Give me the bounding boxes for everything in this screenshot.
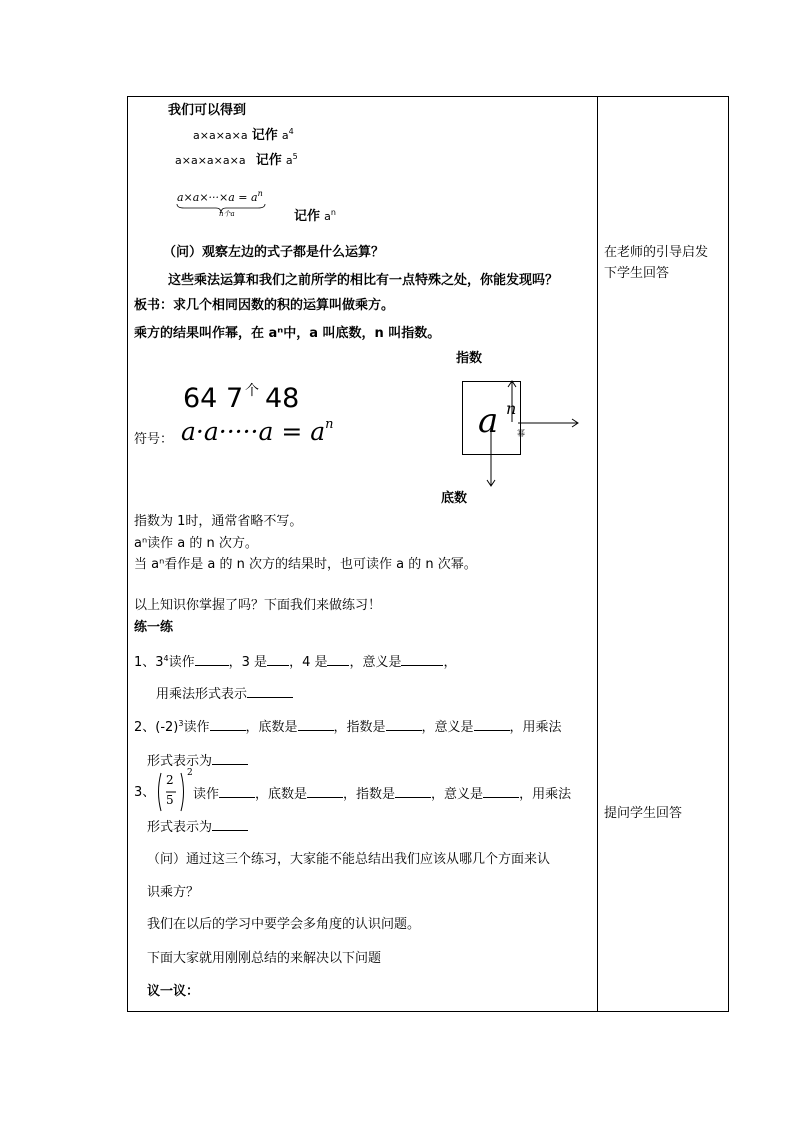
blank-3-multiply[interactable] bbox=[212, 818, 248, 831]
practice-1-read: 读作 bbox=[168, 655, 195, 670]
general-note bbox=[294, 209, 336, 226]
blank-3-read[interactable] bbox=[219, 785, 255, 798]
practice-1-multiply: 用乘法形式表示 bbox=[156, 687, 248, 702]
blank-1-read[interactable] bbox=[195, 653, 229, 666]
practice-2-exponent: ，指数是 bbox=[333, 720, 386, 735]
summary-2: 下面大家就用刚刚总结的来解决以下问题 bbox=[147, 951, 382, 966]
practice-title: 练一练 bbox=[134, 620, 174, 635]
symbol-formula-expr: a·a·····a = a bbox=[181, 417, 326, 446]
practice-1-meaning: ，意义是 bbox=[349, 655, 402, 670]
practice-1-end: ， bbox=[443, 655, 457, 670]
summary-1: 我们在以后的学习中要学会多角度的认识问题。 bbox=[147, 917, 421, 932]
practice-3-prefix: 3、 bbox=[134, 785, 156, 800]
practice-3-multiply: 形式表示为 bbox=[147, 820, 213, 835]
board-note: 板书：求几个相同因数的积的运算叫做乘方。 bbox=[134, 298, 395, 313]
example-4-note: 记作 bbox=[251, 128, 278, 143]
blank-1-base[interactable] bbox=[267, 653, 289, 666]
symbol-formula bbox=[181, 417, 334, 452]
example-4-base: a bbox=[281, 129, 289, 142]
note-read-result: 当 aⁿ看作是 a 的 n 次方的结果时，也可读作 a 的 n 次幂。 bbox=[134, 557, 477, 572]
blank-2-base[interactable] bbox=[298, 718, 334, 731]
practice-2 bbox=[134, 718, 562, 737]
practice-2-line2 bbox=[147, 752, 248, 770]
right-note-1-line1: 在老师的引导启发 bbox=[604, 245, 709, 260]
general-formula-exp: n bbox=[257, 189, 263, 198]
general-formula-expr: a×a×···×a = a bbox=[177, 191, 258, 204]
practice-1-exp: 4 bbox=[163, 654, 169, 663]
practice-1 bbox=[134, 653, 457, 672]
diagram-label-power: 幂 bbox=[517, 429, 525, 438]
example-5-exp: 5 bbox=[292, 152, 298, 161]
right-note-2: 提问学生回答 bbox=[604, 806, 683, 821]
practice-2-read: 读作 bbox=[183, 720, 210, 735]
blank-2-exponent[interactable] bbox=[386, 718, 422, 731]
practice-3-meaning: ，意义是 bbox=[431, 787, 484, 802]
practice-3-read: 读作 bbox=[193, 787, 220, 802]
note-exponent-one: 指数为 1时，通常省略不写。 bbox=[134, 514, 303, 529]
brace-artifact-left: 64 7 bbox=[183, 383, 244, 414]
brace-artifact-mid: 个 bbox=[245, 383, 259, 399]
practice-3-base: ，底数是 bbox=[255, 787, 308, 802]
practice-2-meaning: ，意义是 bbox=[421, 720, 474, 735]
diagram-label-base: 底数 bbox=[441, 491, 468, 506]
fraction-numerator: 2 bbox=[166, 773, 174, 787]
practice-1-base: ，3 是 bbox=[228, 655, 268, 670]
blank-3-exponent[interactable] bbox=[395, 785, 431, 798]
discuss-title: 议一议： bbox=[147, 984, 200, 999]
blank-1-meaning[interactable] bbox=[401, 653, 443, 666]
question-2: 这些乘法运算和我们之前所学的相比有一点特殊之处，你能发现吗？ bbox=[168, 273, 559, 288]
underbrace-label: n个a bbox=[219, 210, 235, 218]
fraction-denominator: 5 bbox=[166, 793, 174, 807]
practice-2-base: ，底数是 bbox=[245, 720, 298, 735]
example-5-base: a bbox=[285, 154, 293, 167]
general-note-exp: n bbox=[330, 208, 336, 217]
example-5-note: 记作 bbox=[255, 153, 282, 168]
practice-2-multiply: 形式表示为 bbox=[147, 754, 213, 769]
brace-artifact-right: 48 bbox=[265, 383, 300, 414]
practice-2-prefix: 2、(-2) bbox=[134, 720, 179, 735]
practice-1-line2 bbox=[156, 685, 293, 703]
blank-3-meaning[interactable] bbox=[483, 785, 519, 798]
right-note-1-line2: 下学生回答 bbox=[604, 266, 670, 281]
practice-3-end: ，用乘法 bbox=[519, 787, 572, 802]
result-definition: 乘方的结果叫作幂，在 aⁿ中，a 叫底数，n 叫指数。 bbox=[134, 326, 441, 341]
example-4-exp: 4 bbox=[288, 127, 294, 136]
blank-3-base[interactable] bbox=[307, 785, 343, 798]
practice-2-exp: 3 bbox=[178, 719, 184, 728]
general-note-text: 记作 bbox=[294, 209, 321, 224]
question-1: （问）观察左边的式子都是什么运算？ bbox=[163, 245, 385, 260]
practice-3-line2 bbox=[147, 818, 248, 836]
question-3-line2: 识乘方？ bbox=[147, 885, 200, 900]
note-read-power: aⁿ读作 a 的 n 次方。 bbox=[134, 536, 258, 551]
column-divider bbox=[597, 96, 598, 1012]
example-4 bbox=[193, 128, 294, 145]
blank-1-exponent[interactable] bbox=[327, 653, 349, 666]
intro-text: 我们可以得到 bbox=[168, 103, 247, 118]
blank-1-multiply[interactable] bbox=[247, 685, 293, 698]
fraction-exponent: 2 bbox=[187, 768, 193, 778]
symbol-label: 符号： bbox=[134, 432, 174, 447]
practice-3 bbox=[193, 785, 571, 803]
practice-2-end: ，用乘法 bbox=[509, 720, 562, 735]
example-5-expr: a×a×a×a×a bbox=[175, 154, 246, 167]
diagram-arrows-icon bbox=[480, 378, 600, 498]
lesson-table bbox=[127, 96, 729, 1012]
question-3-line1: （问）通过这三个练习，大家能不能总结出我们应该从哪几个方面来认 bbox=[147, 852, 551, 867]
example-4-expr: a×a×a×a bbox=[193, 129, 248, 142]
blank-2-meaning[interactable] bbox=[474, 718, 510, 731]
diagram-label-exponent: 指数 bbox=[456, 351, 483, 366]
general-note-base: a bbox=[324, 210, 331, 223]
blank-2-multiply[interactable] bbox=[212, 752, 248, 765]
practice-1-exponent: ，4 是 bbox=[289, 655, 328, 670]
practice-3-exponent: ，指数是 bbox=[343, 787, 396, 802]
example-5 bbox=[175, 153, 298, 170]
power-diagram-exp: n bbox=[506, 399, 517, 418]
symbol-formula-exp: n bbox=[325, 417, 334, 432]
blank-2-read[interactable] bbox=[210, 718, 246, 731]
practice-1-prefix: 1、3 bbox=[134, 655, 164, 670]
power-diagram-base: a bbox=[478, 401, 499, 441]
practice-question: 以上知识你掌握了吗？下面我们来做练习！ bbox=[134, 598, 382, 613]
